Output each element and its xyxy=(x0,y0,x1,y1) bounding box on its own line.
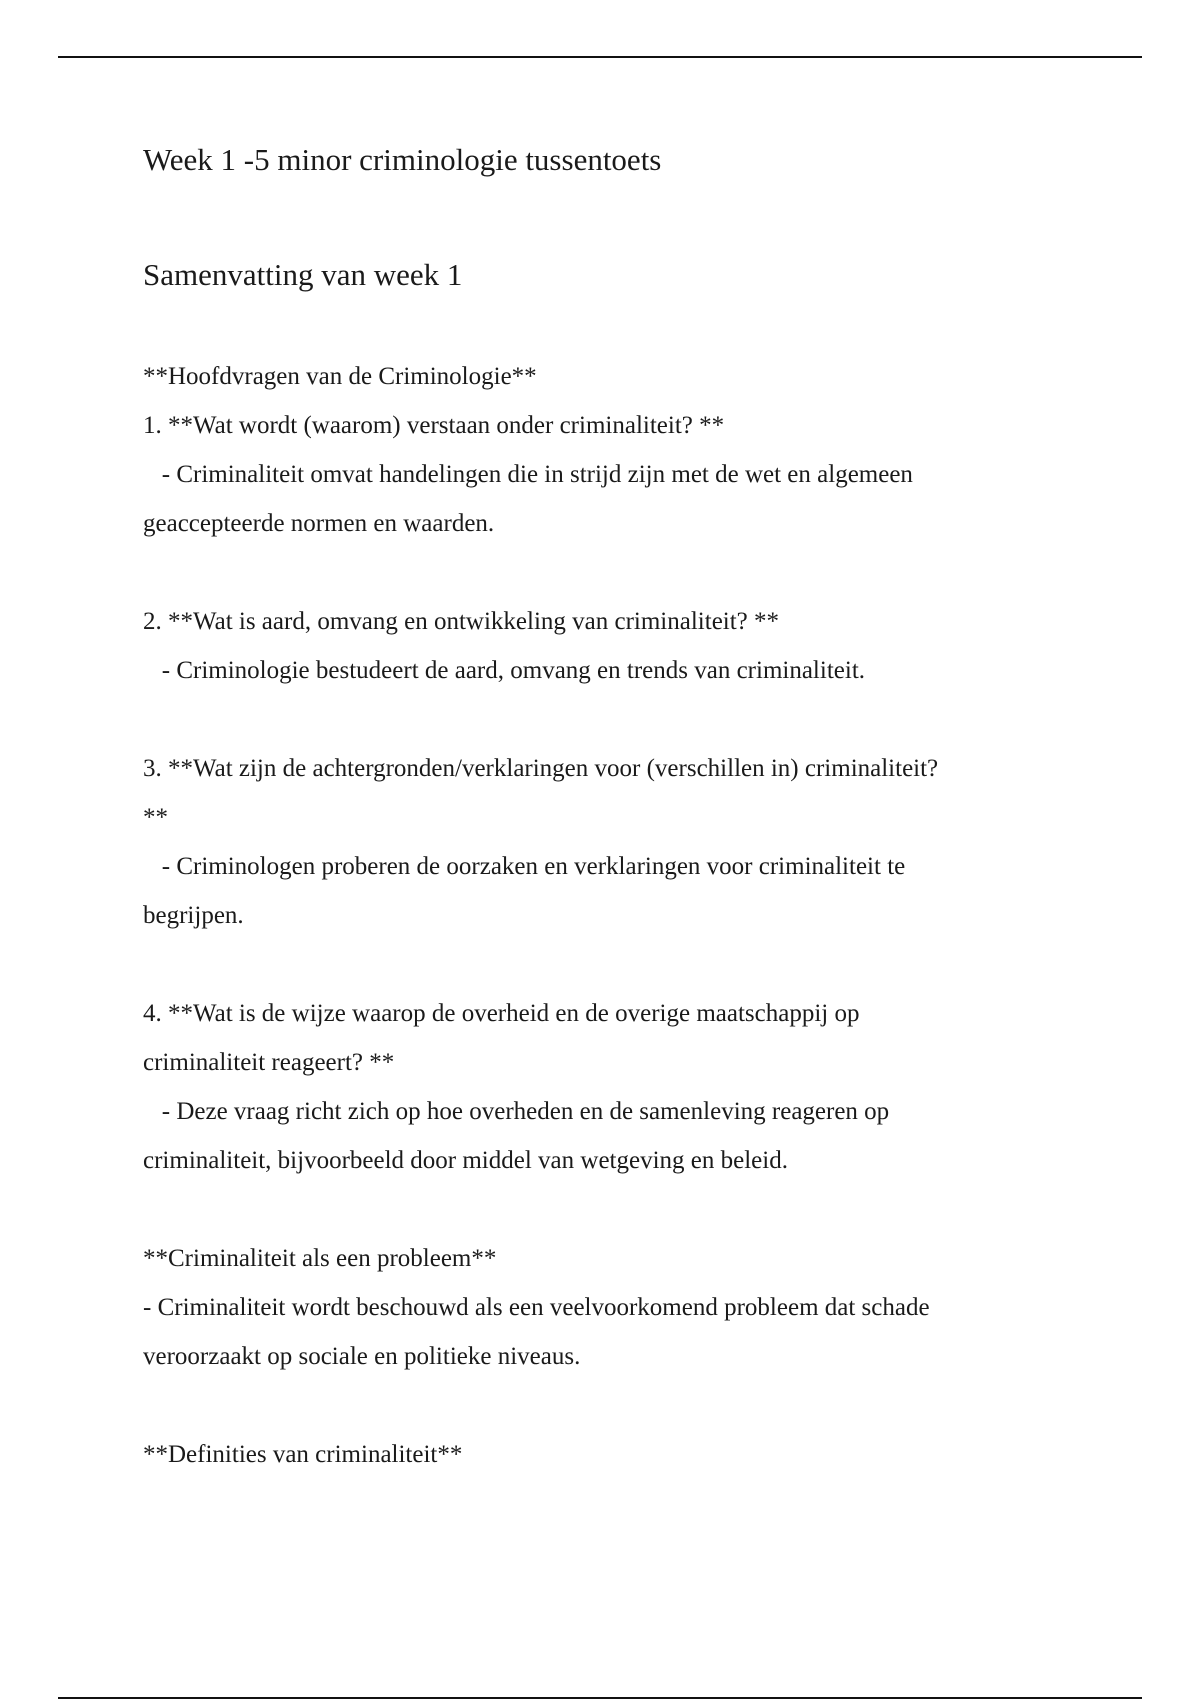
heading-probleem: **Criminaliteit als een probleem** xyxy=(143,1245,497,1272)
question-3-line-1: 3. **Wat zijn de achtergronden/verklaringen voor (verschillen in) criminaliteit? xyxy=(143,755,939,782)
answer-3-line-2: begrijpen. xyxy=(143,902,244,929)
question-4-block xyxy=(143,989,1083,1185)
answer-4-line-2: criminaliteit, bijvoorbeeld door middel van wetgeving en beleid. xyxy=(143,1147,788,1174)
heading-definities: **Definities van criminaliteit** xyxy=(143,1441,463,1468)
bottom-rule xyxy=(58,1697,1142,1699)
probleem-line-2: veroorzaakt op sociale en politieke niveaus. xyxy=(143,1343,581,1370)
hoofdvragen-block xyxy=(143,352,1083,548)
document-title: Week 1 -5 minor criminologie tussentoets xyxy=(143,142,662,177)
question-2-block xyxy=(143,597,1083,695)
probleem-line-1: - Criminaliteit wordt beschouwd als een veelvoorkomend probleem dat schade xyxy=(143,1294,930,1321)
top-rule xyxy=(58,56,1142,58)
heading-hoofdvragen: **Hoofdvragen van de Criminologie** xyxy=(143,363,537,390)
question-3-line-2: ** xyxy=(143,804,168,831)
question-1: 1. **Wat wordt (waarom) verstaan onder criminaliteit? ** xyxy=(143,412,725,439)
question-2: 2. **Wat is aard, omvang en ontwikkeling van criminaliteit? ** xyxy=(143,608,780,635)
question-3-block xyxy=(143,744,1083,940)
answer-1-line-1: - Criminaliteit omvat handelingen die in strijd zijn met de wet en algemeen xyxy=(143,461,913,488)
question-4-line-2: criminaliteit reageert? ** xyxy=(143,1049,395,1076)
answer-4-line-1: - Deze vraag richt zich op hoe overheden en de samenleving reageren op xyxy=(143,1098,890,1125)
section-subtitle: Samenvatting van week 1 xyxy=(143,257,463,292)
answer-3-line-1: - Criminologen proberen de oorzaken en verklaringen voor criminaliteit te xyxy=(143,853,906,880)
definities-block xyxy=(143,1430,1083,1479)
probleem-block xyxy=(143,1234,1083,1381)
answer-2-line-1: - Criminologie bestudeert de aard, omvang en trends van criminaliteit. xyxy=(143,657,866,684)
answer-1-line-2: geaccepteerde normen en waarden. xyxy=(143,510,495,537)
question-4-line-1: 4. **Wat is de wijze waarop de overheid en de overige maatschappij op xyxy=(143,1000,860,1027)
